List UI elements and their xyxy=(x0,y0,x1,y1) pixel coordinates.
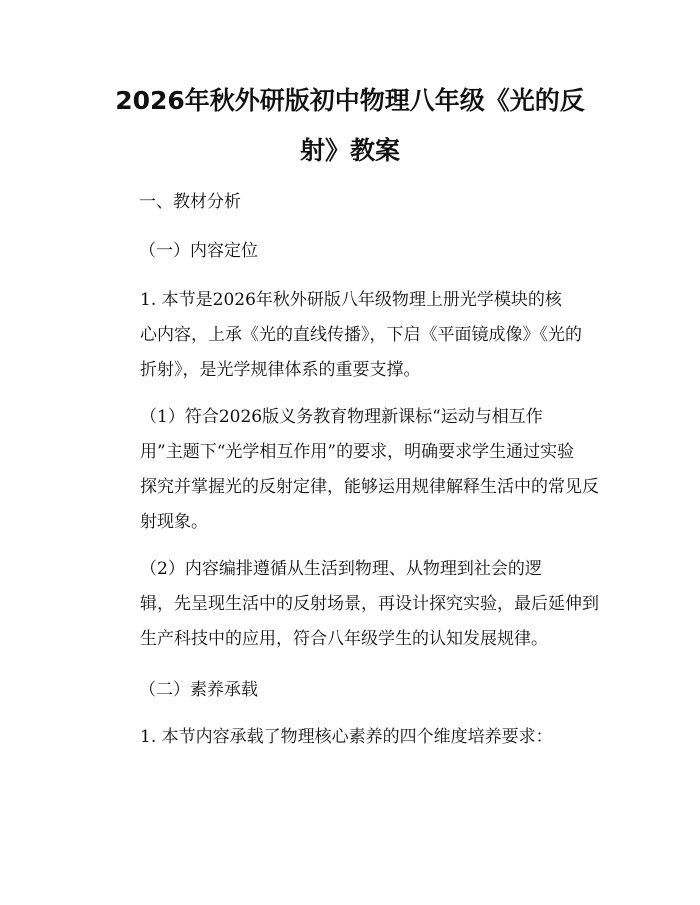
subsection-heading-content-positioning: （一）内容定位 xyxy=(139,241,258,261)
paragraph-line: 射现象。 xyxy=(140,512,208,532)
paragraph-line: （2）内容编排遵循从生活到物理、从物理到社会的逻 xyxy=(140,559,542,579)
paragraph-line: 1. 本节是2026年秋外研版八年级物理上册光学模块的核 xyxy=(140,290,562,310)
paragraph-line: 辑，先呈现生活中的反射场景，再设计探究实验，最后延伸到 xyxy=(140,594,599,614)
paragraph-core-literacy xyxy=(104,720,594,755)
paragraph-line: 心内容，上承《光的直线传播》，下启《平面镜成像》《光的 xyxy=(140,325,582,345)
paragraph-line: （1）符合2026版义务教育物理新课标“运动与相互作 xyxy=(140,407,543,427)
paragraph-line: 1. 本节内容承载了物理核心素养的四个维度培养要求： xyxy=(140,727,553,747)
section-heading-textbook-analysis: 一、教材分析 xyxy=(139,192,241,212)
paragraph-content-arrangement xyxy=(104,552,599,657)
paragraph-line: 用”主题下“光学相互作用”的要求，明确要求学生通过实验 xyxy=(140,442,575,462)
subsection-heading-literacy: （二）素养承载 xyxy=(139,680,258,700)
paragraph-curriculum-standard xyxy=(104,400,599,540)
document-title-line-1: 2026年秋外研版初中物理八年级《光的反 xyxy=(115,86,585,115)
document-title-line-2: 射》教案 xyxy=(299,136,400,165)
paragraph-line: 生产科技中的应用，符合八年级学生的认知发展规律。 xyxy=(140,629,548,649)
paragraph-line: 探究并掌握光的反射定律，能够运用规律解释生活中的常见反 xyxy=(140,477,599,497)
paragraph-content-positioning-1 xyxy=(104,283,594,388)
paragraph-line: 折射》，是光学规律体系的重要支撑。 xyxy=(140,360,421,380)
